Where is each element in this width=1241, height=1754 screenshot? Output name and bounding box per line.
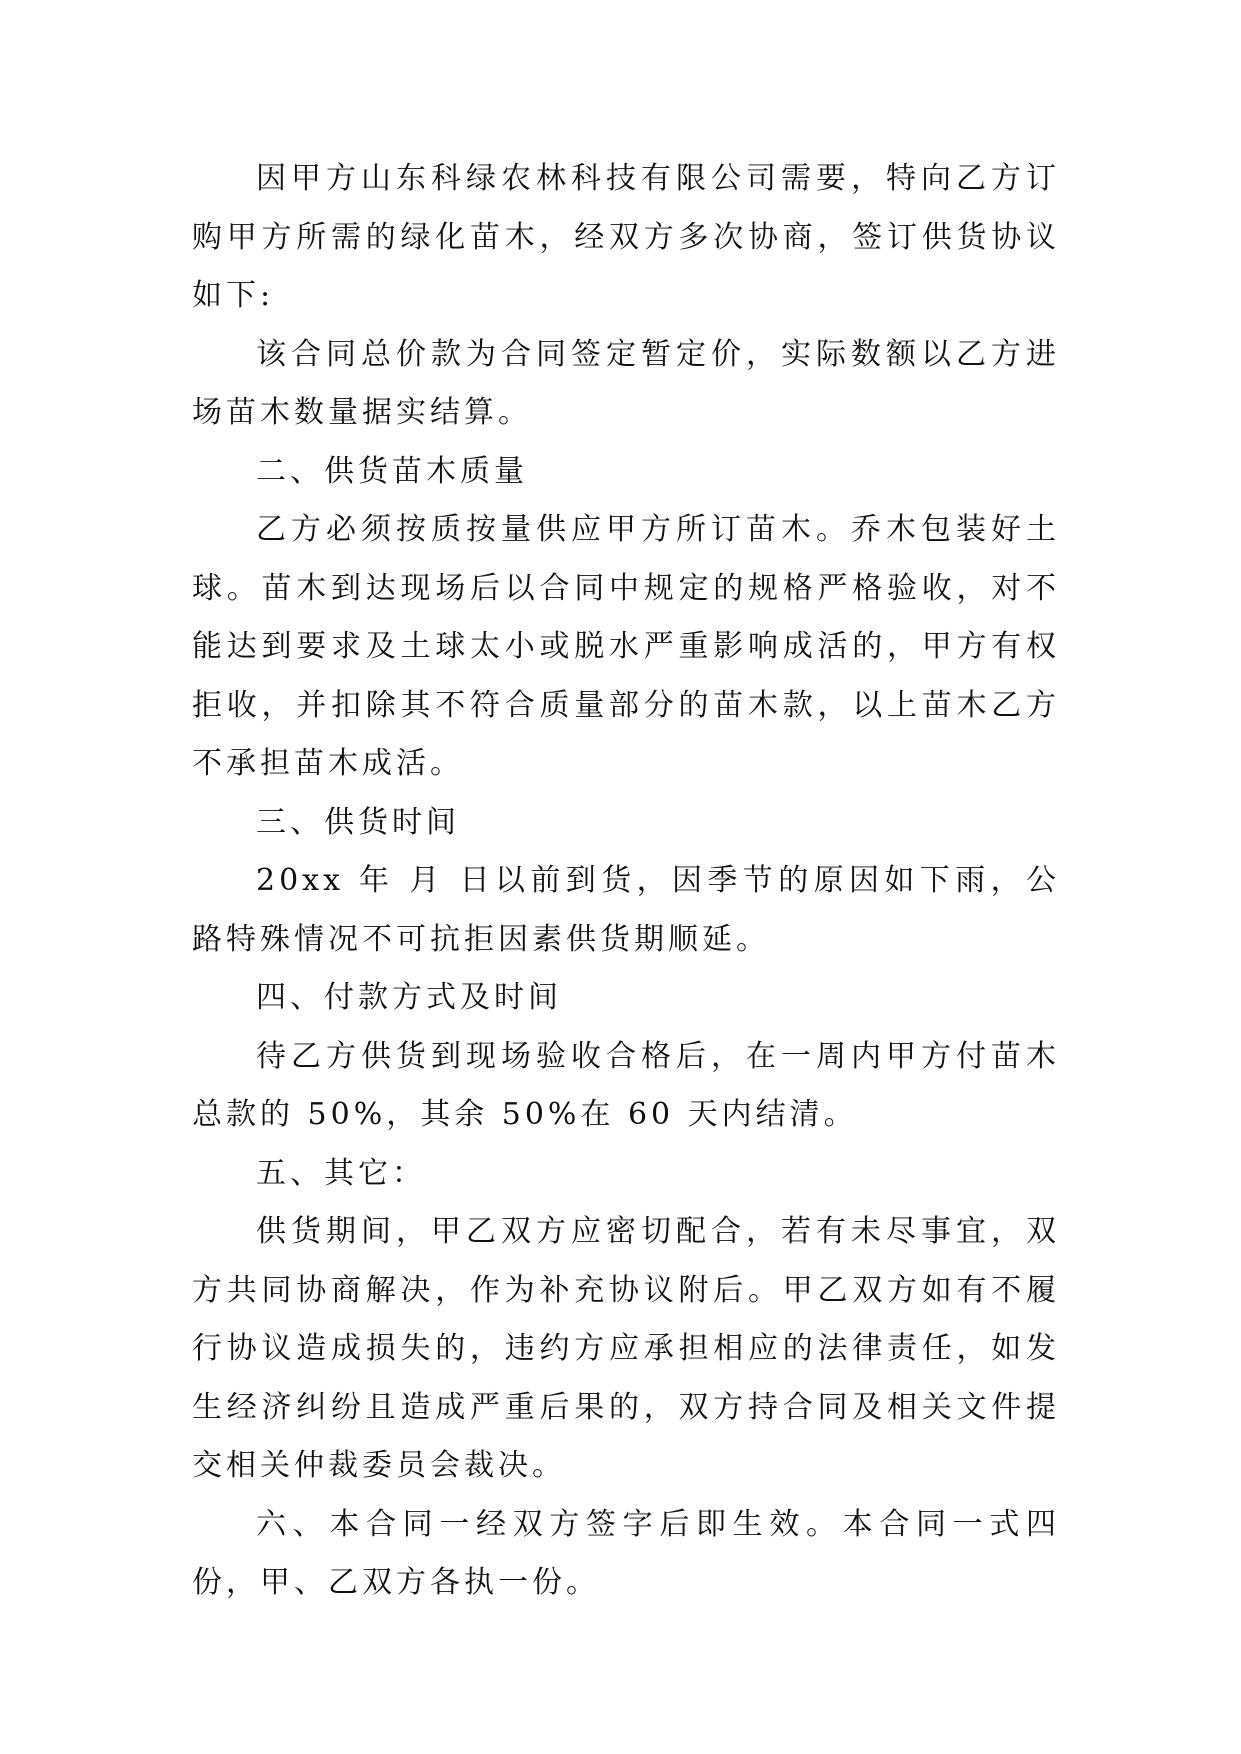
paragraph-payment: 待乙方供货到现场验收合格后，在一周内甲方付苗木总款的 50%，其余 50%在 60 天内结清。 (192, 1038, 1060, 1132)
heading-other: 五、其它： (256, 1155, 426, 1191)
paragraph-delivery-time: 20xx 年 月 日以前到货，因季节的原因如下雨，公路特殊情况不可抗拒因素供货期顺延。 (192, 863, 1060, 957)
paragraph-total-price: 该合同总价款为合同签定暂定价，实际数额以乙方进场苗木数量据实结算。 (192, 336, 1060, 430)
heading-delivery-time: 三、供货时间 (256, 804, 460, 840)
contract-body (192, 150, 1060, 1613)
paragraph-intro: 因甲方山东科绿农林科技有限公司需要，特向乙方订购甲方所需的绿化苗木，经双方多次协商，签订供货协议如下: (192, 161, 1060, 313)
paragraph-quality: 乙方必须按质按量供应甲方所订苗木。乔木包装好土球。苗木到达现场后以合同中规定的规格严格验收，对不能达到要求及土球太小或脱水严重影响成活的，甲方有权拒收，并扣除其不符合质量部分的苗木款，以上苗木乙方不承担苗木成活。 (192, 512, 1060, 781)
heading-payment: 四、付款方式及时间 (256, 980, 562, 1015)
paragraph-other: 供货期间，甲乙双方应密切配合，若有未尽事宜，双方共同协商解决，作为补充协议附后。甲乙双方如有不履行协议造成损失的，违约方应承担相应的法律责任，如发生经济纠纷且造成严重后果的，双方持合同及相关文件提交相关仲裁委员会裁决。 (192, 1214, 1060, 1483)
paragraph-effective: 六、本合同一经双方签字后即生效。本合同一式四份，甲、乙双方各执一份。 (192, 1506, 1060, 1600)
heading-quality: 二、供货苗木质量 (256, 453, 528, 489)
